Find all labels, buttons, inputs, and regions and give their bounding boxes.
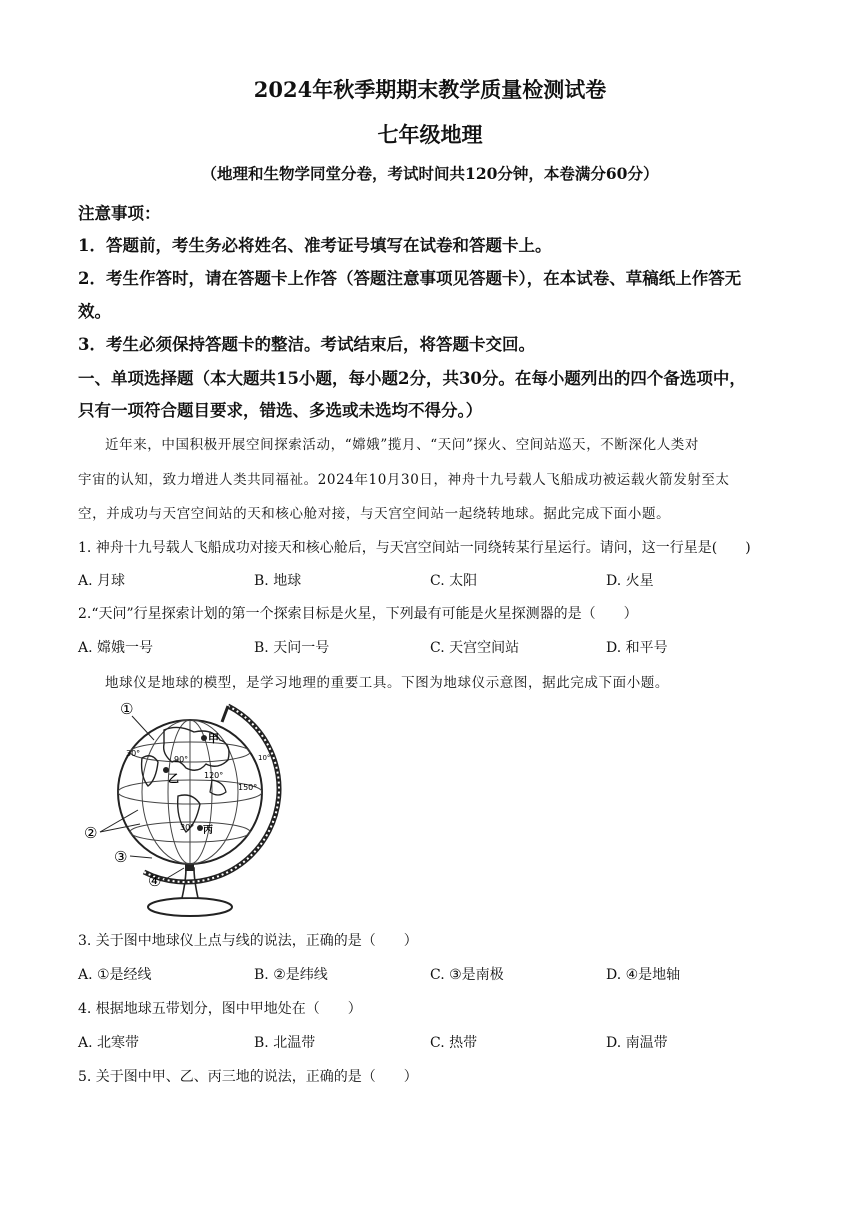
globe-diagram	[82, 700, 282, 920]
question-1-option-c[interactable]: C. 太阳	[430, 573, 478, 589]
question-3-option-c[interactable]: C. ③是南极	[430, 967, 504, 983]
degree-150: 150°	[238, 783, 258, 792]
passage2: 地球仪是地球的模型，是学习地理的重要工具。下图为地球仪示意图，据此完成下面小题。	[105, 675, 669, 691]
notice-item-2-line2: 效。	[78, 302, 111, 321]
question-1-option-a[interactable]: A. 月球	[78, 573, 126, 589]
question-4-option-a[interactable]: A. 北寒带	[78, 1035, 140, 1051]
question-4-option-c[interactable]: C. 热带	[430, 1035, 478, 1051]
degree-30-south: 30°	[180, 823, 195, 832]
question-1-option-b[interactable]: B. 地球	[254, 573, 302, 589]
globe-figure	[82, 700, 282, 920]
degree-10: 10°	[258, 754, 271, 762]
question-1-option-d[interactable]: D. 火星	[606, 573, 654, 589]
question-4-option-d[interactable]: D. 南温带	[606, 1035, 668, 1051]
notice-item-1: 1．答题前，考生务必将姓名、准考证号填写在试卷和答题卡上。	[78, 236, 552, 255]
globe-axis-top	[222, 706, 228, 722]
question-2-option-b[interactable]: B. 天问一号	[254, 640, 330, 656]
marker-3: ③	[114, 848, 128, 866]
marker-4: ④	[148, 872, 162, 890]
question-3-option-b[interactable]: B. ②是纬线	[254, 967, 328, 983]
degree-90: 90°	[174, 755, 189, 764]
question-2-option-a[interactable]: A. 嫦娥一号	[78, 640, 154, 656]
section-heading-line1: 一、单项选择题（本大题共15小题，每小题2分，共30分。在每小题列出的四个备选项中，	[78, 369, 746, 388]
notice-heading: 注意事项：	[78, 204, 161, 223]
notice-item-3: 3．考生必须保持答题卡的整洁。考试结束后，将答题卡交回。	[78, 335, 535, 354]
label-yi: 乙	[168, 772, 179, 785]
question-4-stem: 4. 根据地球五带划分，图中甲地处在（ ）	[78, 1001, 362, 1017]
exam-note: （地理和生物学同堂分卷，考试时间共120分钟，本卷满分60分）	[201, 164, 659, 183]
question-3-option-a[interactable]: A. ①是经线	[78, 967, 152, 983]
degree-30-north: 30°	[126, 749, 141, 758]
section-heading-line2: 只有一项符合题目要求，错选、多选或未选均不得分。）	[78, 401, 483, 420]
passage1-line3: 空，并成功与天宫空间站的天和核心舱对接，与天宫空间站一起绕转地球。据此完成下面小题。	[78, 506, 671, 522]
question-2-option-c[interactable]: C. 天宫空间站	[430, 640, 520, 656]
label-jia: 甲	[208, 732, 219, 745]
label-bing: 丙	[203, 825, 213, 836]
marker-2: ②	[84, 824, 98, 842]
question-3-stem: 3. 关于图中地球仪上点与线的说法，正确的是（ ）	[78, 933, 418, 949]
question-3-option-d[interactable]: D. ④是地轴	[606, 967, 681, 983]
question-5-stem: 5. 关于图中甲、乙、丙三地的说法，正确的是（ ）	[78, 1069, 418, 1085]
passage1-line1: 近年来，中国积极开展空间探索活动，“嫦娥”揽月、“天问”探火、空间站巡天，不断深化人类对	[105, 437, 700, 453]
notice-item-2-line1: 2．考生作答时，请在答题卡上作答（答题注意事项见答题卡），在本试卷、草稿纸上作答无	[78, 269, 742, 288]
subject-title: 七年级地理	[377, 122, 483, 147]
question-2-stem: 2.“天问”行星探索计划的第一个探索目标是火星，下列最有可能是火星探测器的是（ ）	[78, 606, 638, 622]
marker-1: ①	[120, 700, 134, 718]
point-jia	[201, 735, 207, 741]
question-1-stem: 1. 神舟十九号载人飞船成功对接天和核心舱后，与天宫空间站一同绕转某行星运行。请问，这一行星是( )	[78, 540, 751, 556]
question-4-option-b[interactable]: B. 北温带	[254, 1035, 316, 1051]
question-2-option-d[interactable]: D. 和平号	[606, 640, 668, 656]
globe-base	[148, 898, 232, 916]
exam-title: 2024年秋季期期末教学质量检测试卷	[253, 77, 607, 102]
degree-120: 120°	[204, 771, 224, 780]
passage1-line2: 宇宙的认知，致力增进人类共同福祉。2024年10月30日，神舟十九号载人飞船成功被运载火箭发射至太	[78, 472, 730, 488]
